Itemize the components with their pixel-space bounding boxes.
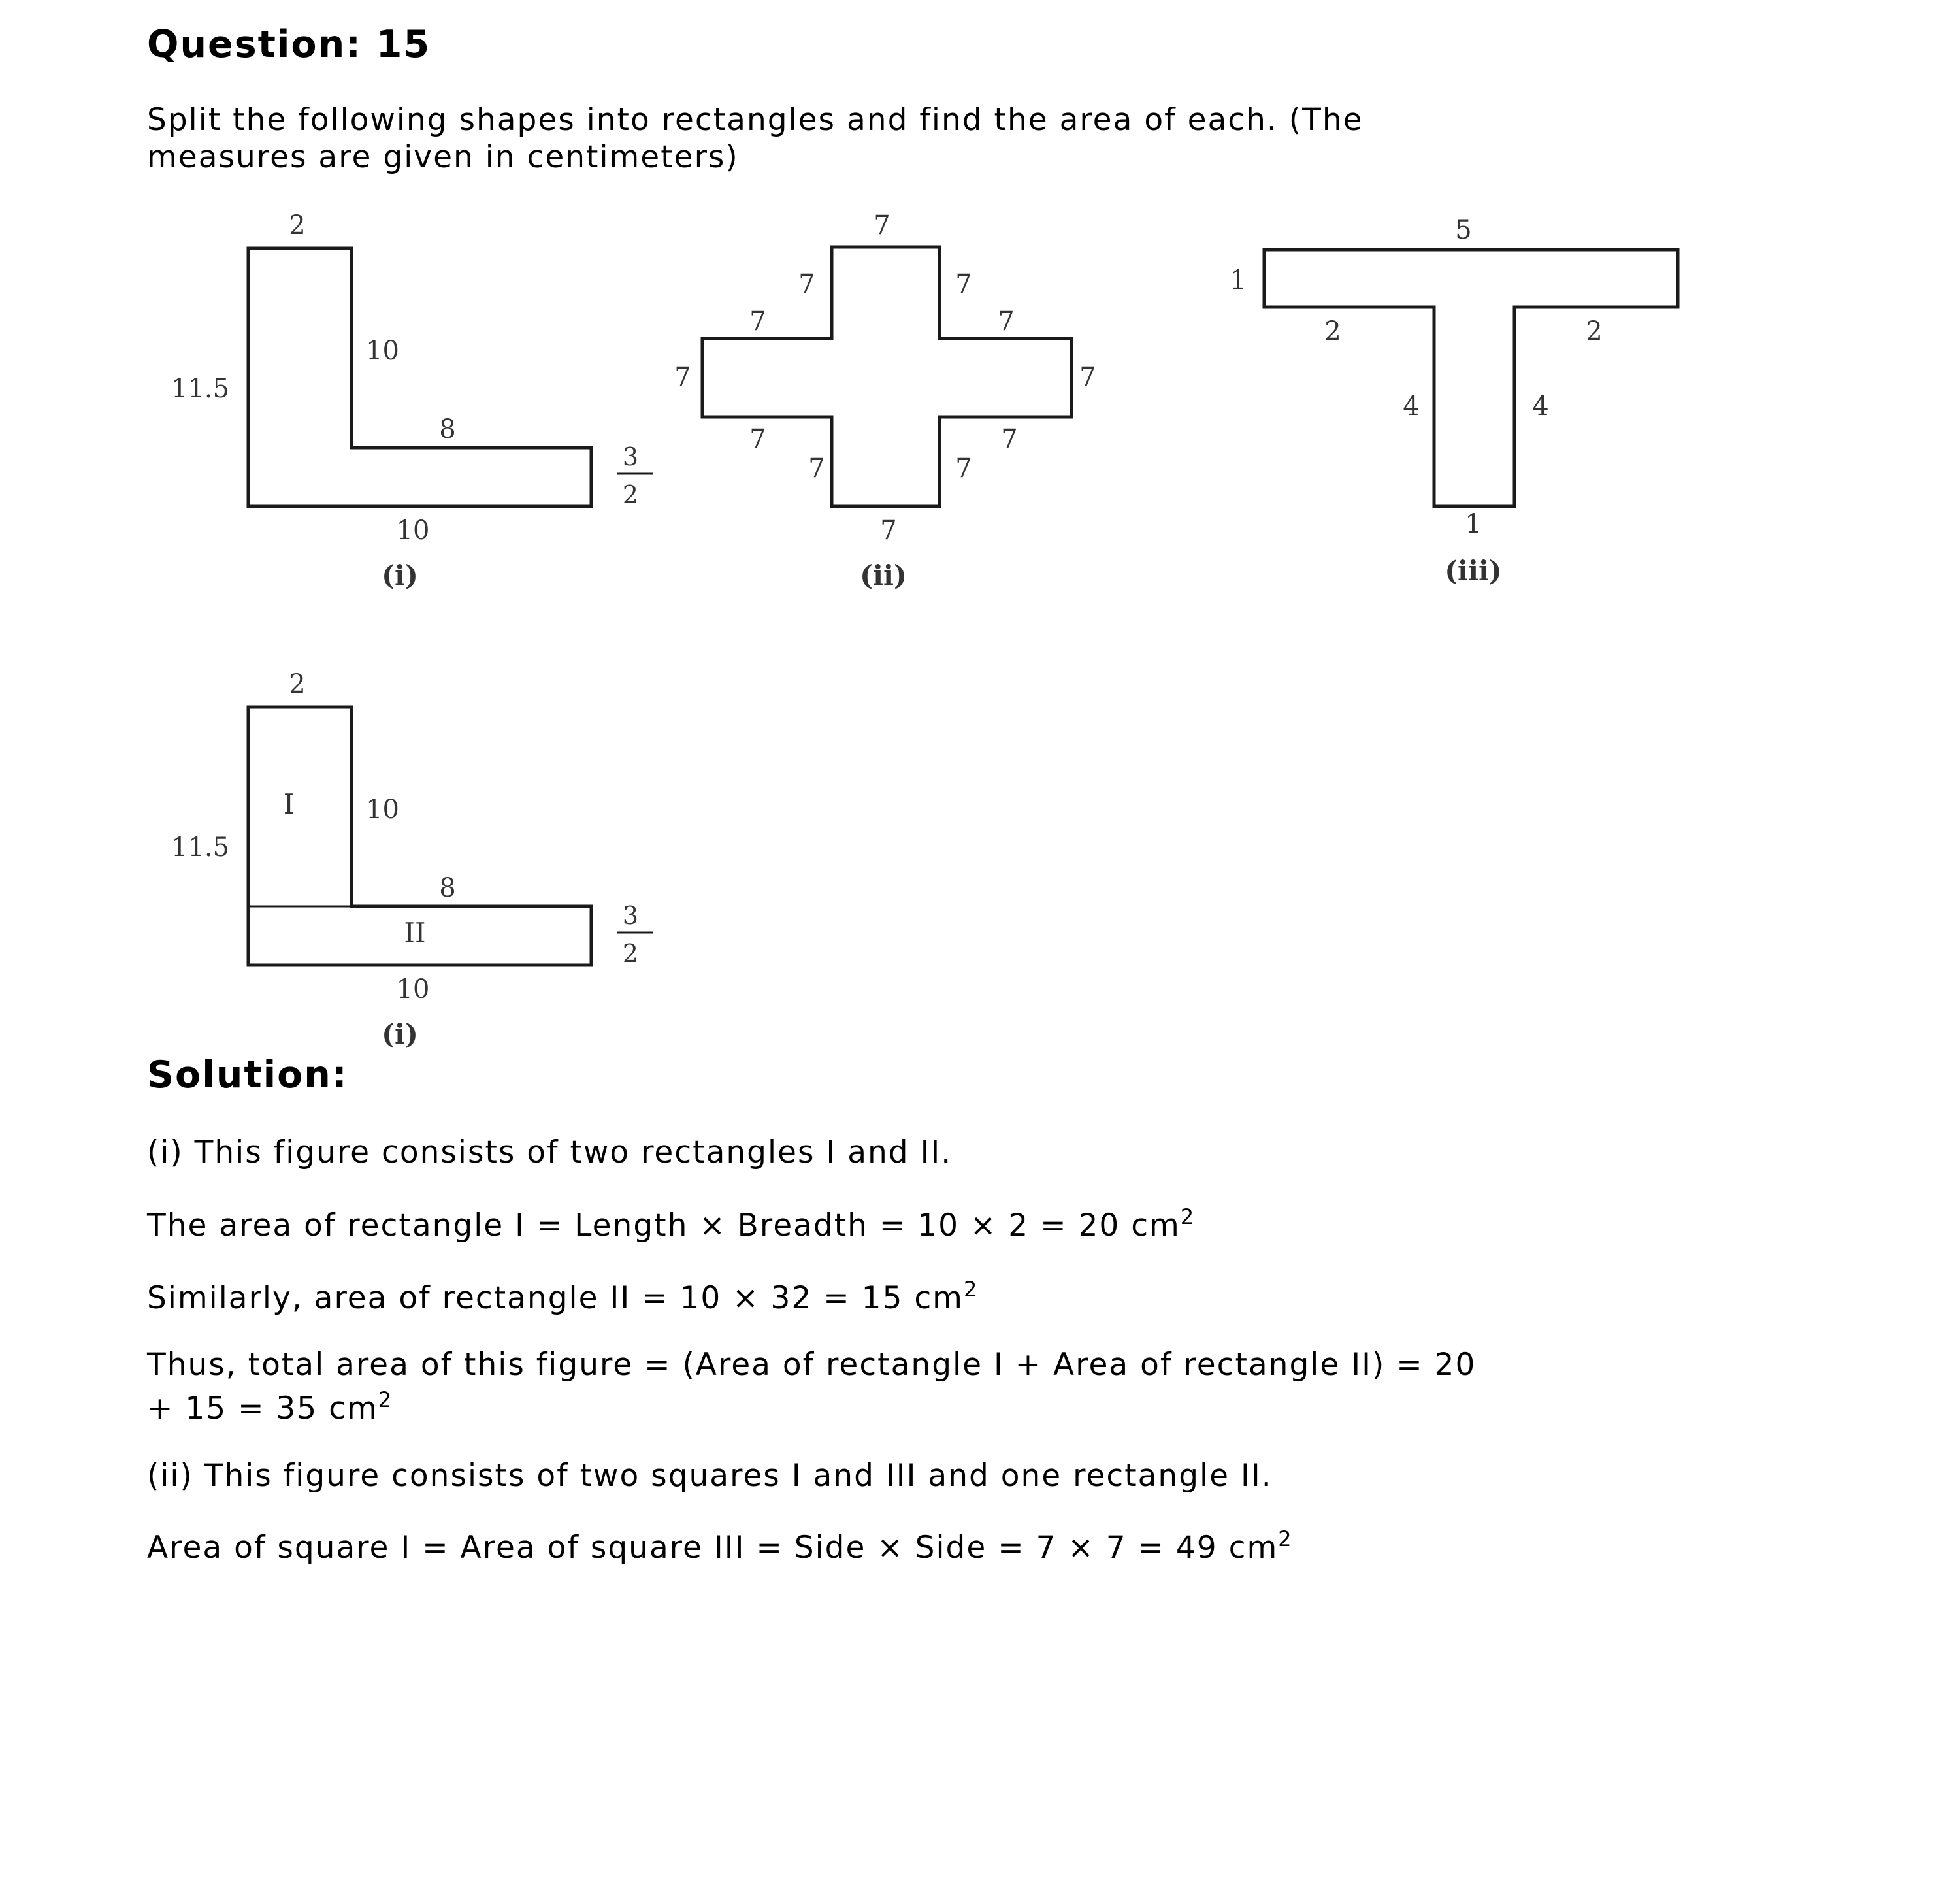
fig4-right-denominator: 2 — [622, 939, 639, 968]
fig2-top-label: 7 — [874, 210, 890, 240]
fig3-underside-left-label: 2 — [1324, 316, 1341, 346]
fig4-bottom-label: 10 — [396, 974, 430, 1004]
question-text-line-2: measures are given in centimeters) — [147, 139, 739, 175]
fig2-caption: (ii) — [860, 559, 907, 591]
solution-line-3: Similarly, area of rectangle II = 10 × 32 = 15 $cm^2$ — [147, 1276, 979, 1316]
figure-4-l-shape-split — [171, 669, 653, 1050]
superscript: 2 — [1180, 1204, 1196, 1229]
fig3-caption: (iii) — [1445, 555, 1502, 587]
fig1-caption: (i) — [382, 559, 418, 591]
solution-line-4a: Thus, total area of this figure = (Area of rectangle I + Area of rectangle II) = 20 — [147, 1347, 1477, 1383]
fig4-left-label: 11.5 — [171, 833, 230, 863]
solution-line-1: (i) This figure consists of two rectangles I and II. — [147, 1134, 953, 1170]
fig3-stem-right-label: 4 — [1532, 391, 1549, 421]
fig2-left-label: 7 — [674, 362, 691, 392]
solution-line-2: The area of rectangle I = Length × Breadth = 10 × 2 = 20 $cm^2$ — [147, 1204, 1196, 1244]
fig3-left-label: 1 — [1230, 265, 1247, 295]
fig2-edge-label: 7 — [1001, 424, 1018, 454]
fig2-edge-label: 7 — [749, 306, 766, 337]
fig4-inner-horizontal-label: 8 — [439, 873, 456, 903]
solution-line-4b: + 15 = 35 $cm^2$ — [147, 1387, 393, 1426]
superscript: 2 — [1278, 1526, 1293, 1551]
fig3-underside-right-label: 2 — [1586, 316, 1603, 346]
fig1-top-label: 2 — [289, 210, 306, 240]
question-title: Question: 15 — [147, 23, 431, 66]
fig2-right-label: 7 — [1079, 362, 1096, 392]
solution-line-6: Area of square I = Area of square III = Side × Side = 7 × 7 = 49 $cm^2$ — [147, 1526, 1293, 1566]
fig2-edge-label: 7 — [749, 424, 766, 454]
figure-2-cross — [674, 210, 1096, 591]
fig2-edge-label: 7 — [798, 269, 815, 299]
fig4-label-rect-II: II — [404, 917, 426, 949]
figure-1-l-shape — [171, 210, 653, 591]
fig2-edge-label: 7 — [808, 454, 825, 484]
solution-title: Solution: — [147, 1053, 348, 1097]
fig2-edge-label: 7 — [955, 454, 972, 484]
fig3-stem-left-label: 4 — [1403, 391, 1420, 421]
fig4-top-label: 2 — [289, 669, 306, 699]
fig1-left-label: 11.5 — [171, 374, 230, 404]
fig4-label-rect-I: I — [283, 788, 295, 820]
question-text-line-1: Split the following shapes into rectangles and find the area of each. (The — [147, 102, 1364, 138]
fig2-edge-label: 7 — [998, 306, 1015, 337]
fig1-inner-horizontal-label: 8 — [439, 414, 456, 444]
fig3-top-label: 5 — [1455, 215, 1472, 245]
fig1-right-denominator: 2 — [622, 480, 639, 509]
fig1-bottom-label: 10 — [396, 516, 430, 546]
solution-line-5: (ii) This figure consists of two squares I and III and one rectangle II. — [147, 1458, 1273, 1494]
fig1-inner-vertical-label: 10 — [366, 336, 399, 366]
fig4-right-numerator: 3 — [622, 901, 639, 930]
figure-3-t-shape — [1230, 215, 1678, 587]
superscript: 2 — [963, 1276, 979, 1302]
fig2-bottom-label: 7 — [880, 516, 897, 546]
superscript: 2 — [378, 1387, 393, 1412]
fig3-bottom-label: 1 — [1465, 509, 1482, 539]
fig4-caption: (i) — [382, 1018, 418, 1050]
fig2-edge-label: 7 — [955, 269, 972, 299]
fig1-right-numerator: 3 — [622, 442, 639, 471]
fig4-inner-vertical-label: 10 — [366, 795, 399, 825]
